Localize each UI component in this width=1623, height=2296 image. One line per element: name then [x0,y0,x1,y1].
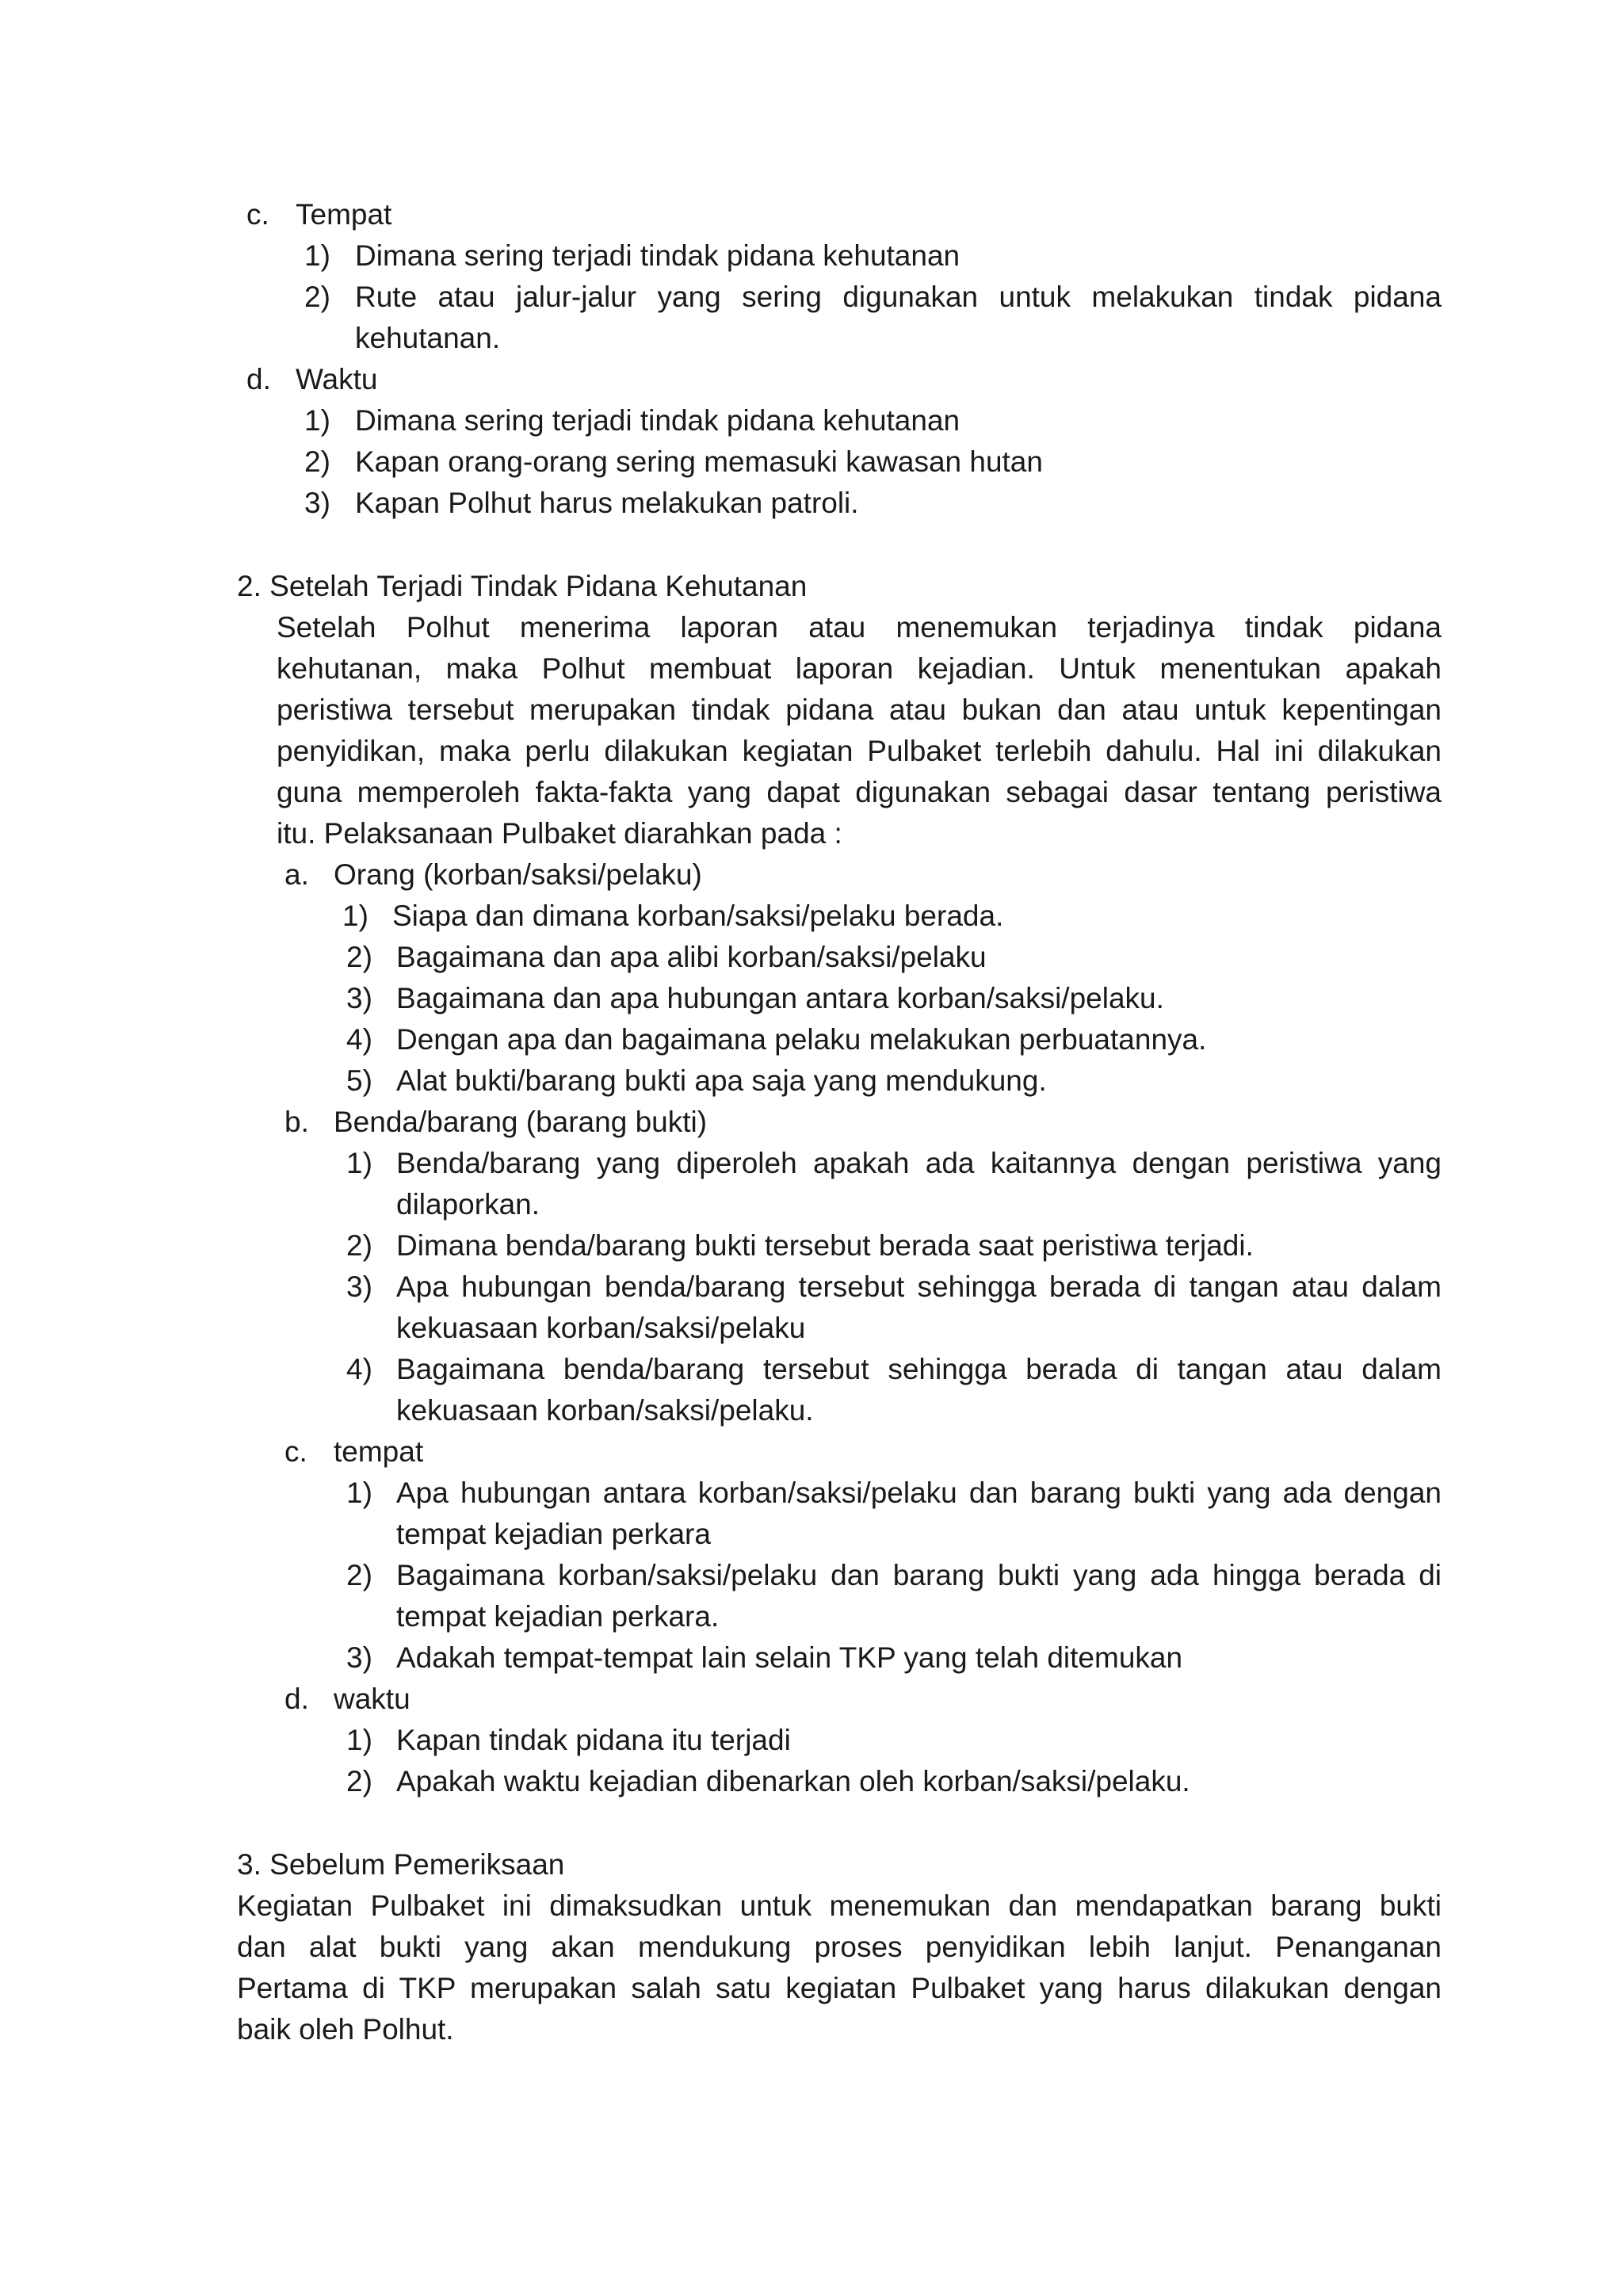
paragraph-line: itu. Pelaksanaan Pulbaket diarahkan pada : [277,817,842,850]
item-number: 1) [346,1724,372,1756]
list-item-continuation: kekuasaan korban/saksi/pelaku [396,1312,806,1344]
list-item: Kapan orang-orang sering memasuki kawasan hutan [355,445,1043,478]
list-marker: c. [285,1435,307,1468]
list-item: Benda/barang yang diperoleh apakah ada kaitannya dengan peristiwa yang [396,1147,1442,1179]
list-item: Apa hubungan benda/barang tersebut sehingga berada di tangan atau dalam [396,1270,1442,1303]
list-item: Dimana sering terjadi tindak pidana kehutanan [355,239,960,272]
subsection-heading: Benda/barang (barang bukti) [334,1106,708,1138]
list-item: Rute atau jalur-jalur yang sering digunakan untuk melakukan tindak pidana [355,281,1442,313]
list-item-continuation: tempat kejadian perkara. [396,1600,720,1633]
item-number: 1) [346,1477,372,1509]
subsection-heading: waktu [334,1683,411,1715]
list-marker: d. [246,363,271,395]
item-number: 4) [346,1353,372,1385]
paragraph-line: Kegiatan Pulbaket ini dimaksudkan untuk menemukan dan mendapatkan barang bukti [237,1889,1442,1922]
list-item: Dimana benda/barang bukti tersebut berada saat peristiwa terjadi. [396,1229,1254,1262]
item-number: 2) [304,445,330,478]
list-item: Bagaimana korban/saksi/pelaku dan barang bukti yang ada hingga berada di [396,1559,1442,1591]
list-item: Kapan Polhut harus melakukan patroli. [355,487,859,519]
item-number: 2) [304,281,330,313]
item-number: 2) [346,1765,372,1797]
list-item: Bagaimana dan apa alibi korban/saksi/pelaku [396,941,987,973]
paragraph-line: dan alat bukti yang akan mendukung proses penyidikan lebih lanjut. Penanganan [237,1931,1442,1963]
list-item-continuation: dilaporkan. [396,1188,540,1221]
list-item: Dengan apa dan bagaimana pelaku melakukan perbuatannya. [396,1023,1207,1056]
item-number: 1) [304,239,330,272]
section-heading: 2. Setelah Terjadi Tindak Pidana Kehutanan [237,570,808,602]
list-item: Bagaimana benda/barang tersebut sehingga berada di tangan atau dalam [396,1353,1442,1385]
subsection-heading: Waktu [296,363,378,395]
list-item: Apa hubungan antara korban/saksi/pelaku dan barang bukti yang ada dengan [396,1477,1442,1509]
item-number: 2) [346,941,372,973]
list-item: Alat bukti/barang bukti apa saja yang mendukung. [396,1064,1047,1097]
item-number: 1) [342,900,369,932]
paragraph-line: baik oleh Polhut. [237,2013,454,2046]
list-item: Siapa dan dimana korban/saksi/pelaku berada. [392,900,1004,932]
list-item: Adakah tempat-tempat lain selain TKP yang telah ditemukan [396,1641,1183,1674]
paragraph-line: peristiwa tersebut merupakan tindak pidana atau bukan dan atau untuk kepentingan [277,693,1442,726]
list-marker: a. [285,858,309,891]
list-marker: b. [285,1106,309,1138]
list-item: Bagaimana dan apa hubungan antara korban/saksi/pelaku. [396,982,1164,1014]
list-marker: c. [246,198,269,231]
section-heading: 3. Sebelum Pemeriksaan [237,1848,565,1881]
list-item-continuation: kehutanan. [355,322,501,354]
subsection-heading: tempat [334,1435,424,1468]
list-item: Kapan tindak pidana itu terjadi [396,1724,791,1756]
subsection-heading: Tempat [296,198,392,231]
paragraph-line: kehutanan, maka Polhut membuat laporan kejadian. Untuk menentukan apakah [277,652,1442,685]
list-item: Apakah waktu kejadian dibenarkan oleh korban/saksi/pelaku. [396,1765,1190,1797]
paragraph-line: Setelah Polhut menerima laporan atau menemukan terjadinya tindak pidana [277,611,1442,644]
item-number: 2) [346,1559,372,1591]
paragraph-line: penyidikan, maka perlu dilakukan kegiatan Pulbaket terlebih dahulu. Hal ini dilakukan [277,735,1442,767]
item-number: 3) [304,487,330,519]
item-number: 1) [304,404,330,437]
item-number: 5) [346,1064,372,1097]
item-number: 2) [346,1229,372,1262]
list-marker: d. [285,1683,309,1715]
item-number: 4) [346,1023,372,1056]
list-item-continuation: kekuasaan korban/saksi/pelaku. [396,1394,814,1427]
item-number: 3) [346,982,372,1014]
paragraph-line: guna memperoleh fakta-fakta yang dapat digunakan sebagai dasar tentang peristiwa [277,776,1442,808]
item-number: 3) [346,1641,372,1674]
list-item-continuation: tempat kejadian perkara [396,1518,711,1550]
list-item: Dimana sering terjadi tindak pidana kehutanan [355,404,960,437]
item-number: 1) [346,1147,372,1179]
subsection-heading: Orang (korban/saksi/pelaku) [334,858,702,891]
item-number: 3) [346,1270,372,1303]
paragraph-line: Pertama di TKP merupakan salah satu kegiatan Pulbaket yang harus dilakukan dengan [237,1972,1442,2004]
